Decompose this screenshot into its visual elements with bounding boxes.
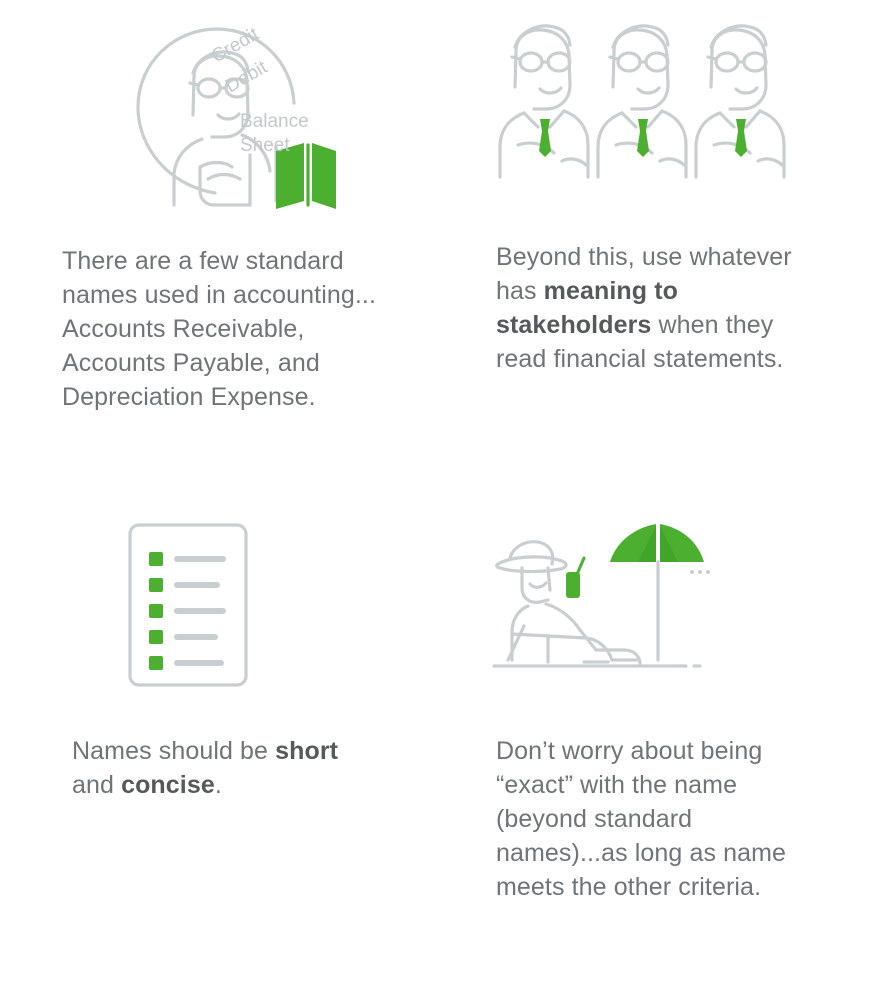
caption-run: and — [72, 771, 122, 799]
card-caption — [40, 710, 372, 802]
caption-run: . — [214, 771, 222, 799]
card-caption — [478, 220, 816, 376]
checklist-document-icon — [40, 500, 440, 710]
caption-emphasis: meaning to stakeholders — [496, 277, 678, 339]
card-short-concise — [40, 500, 440, 802]
card-not-exact — [478, 500, 873, 904]
accountant-reading-book-icon — [40, 10, 440, 220]
caption-text-2 — [496, 243, 792, 373]
caption-run: when they read financial statements. — [496, 311, 784, 373]
three-stakeholders-icon — [478, 10, 873, 220]
caption-text-1 — [62, 247, 376, 411]
caption-text-4 — [496, 737, 786, 901]
card-standard-names — [40, 10, 440, 414]
sketch-label-sheet: Sheet — [240, 135, 290, 156]
sketch-label-credit: Credit — [208, 23, 263, 68]
sketch-label-balance: Balance — [240, 111, 309, 132]
card-caption — [478, 710, 796, 904]
caption-run: Beyond this, use whatever has — [496, 243, 792, 305]
card-caption — [40, 220, 392, 414]
card-stakeholder-meaning — [478, 10, 873, 376]
caption-emphasis: concise — [121, 771, 215, 799]
caption-run: There are a few standard names used in accounting... Accounts Receivable, Accounts Payable, and Depreciation Expense. — [62, 247, 377, 411]
caption-text-3 — [72, 737, 338, 799]
caption-run: Don’t worry about being “exact” with the name (beyond standard names)...as long as name meets the other criteria. — [496, 737, 787, 901]
sketch-label-debit: Debit — [222, 56, 271, 98]
caption-run: Names should be — [72, 737, 276, 765]
caption-emphasis: short — [275, 737, 339, 765]
person-relaxing-beach-umbrella-icon — [478, 500, 873, 710]
